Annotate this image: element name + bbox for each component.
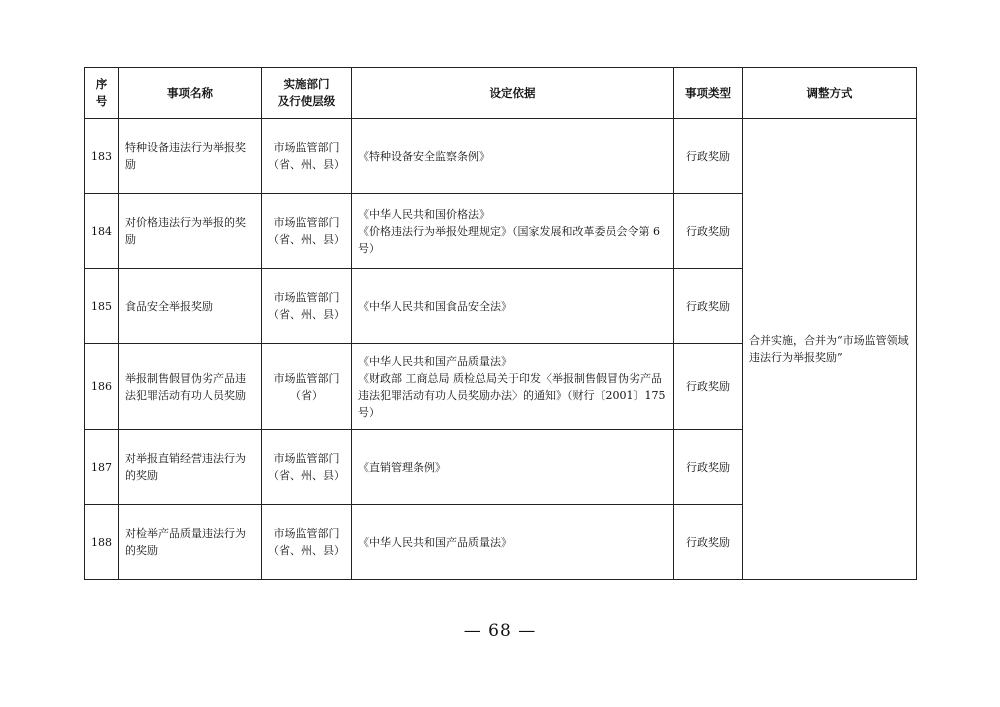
row-type: 行政奖励 xyxy=(674,119,743,194)
row-type: 行政奖励 xyxy=(674,194,743,269)
basis-line: 《中华人民共和国产品质量法》 xyxy=(358,354,512,368)
row-name: 举报制售假冒伪劣产品违法犯罪活动有功人员奖励 xyxy=(119,344,262,430)
row-name: 对举报直销经营违法行为的奖励 xyxy=(119,430,262,505)
header-type: 事项类型 xyxy=(674,68,743,119)
row-name: 食品安全举报奖励 xyxy=(119,269,262,344)
row-no: 183 xyxy=(85,119,119,194)
row-type: 行政奖励 xyxy=(674,505,743,580)
header-no-line2: 号 xyxy=(95,94,108,108)
row-type: 行政奖励 xyxy=(674,344,743,430)
row-dept: 市场监管部门（省、州、县） xyxy=(262,269,352,344)
header-no-line1: 序 xyxy=(95,77,108,91)
row-type: 行政奖励 xyxy=(674,269,743,344)
table-row xyxy=(85,119,917,194)
header-basis: 设定依据 xyxy=(352,68,674,119)
header-dept-line2: 及行使层级 xyxy=(277,94,336,108)
header-no xyxy=(85,68,119,119)
row-basis xyxy=(352,269,674,344)
row-name: 特种设备违法行为举报奖励 xyxy=(119,119,262,194)
row-dept: 市场监管部门（省） xyxy=(262,344,352,430)
page-number: — 68 — xyxy=(463,621,537,641)
row-no: 185 xyxy=(85,269,119,344)
row-dept: 市场监管部门（省、州、县） xyxy=(262,505,352,580)
header-name: 事项名称 xyxy=(119,68,262,119)
basis-line: 《特种设备安全监察条例》 xyxy=(358,149,490,163)
row-no: 186 xyxy=(85,344,119,430)
basis-line: 《中华人民共和国产品质量法》 xyxy=(358,535,512,549)
row-basis xyxy=(352,344,674,430)
row-basis xyxy=(352,430,674,505)
row-no: 187 xyxy=(85,430,119,505)
row-dept: 市场监管部门（省、州、县） xyxy=(262,119,352,194)
basis-line: 《价格违法行为举报处理规定》（国家发展和改革委员会令第 6 号） xyxy=(358,224,660,255)
basis-line: 《中华人民共和国食品安全法》 xyxy=(358,299,512,313)
basis-line: 《中华人民共和国价格法》 xyxy=(358,207,490,221)
merged-method-cell: 合并实施，合并为“市场监管领域违法行为举报奖励” xyxy=(743,119,917,580)
header-method: 调整方式 xyxy=(743,68,917,119)
row-no: 188 xyxy=(85,505,119,580)
row-dept: 市场监管部门（省、州、县） xyxy=(262,430,352,505)
row-name: 对价格违法行为举报的奖励 xyxy=(119,194,262,269)
row-basis xyxy=(352,119,674,194)
row-basis xyxy=(352,505,674,580)
header-dept-line1: 实施部门 xyxy=(283,77,330,91)
basis-line: 《直销管理条例》 xyxy=(358,460,446,474)
item-table xyxy=(84,67,917,580)
header-dept xyxy=(262,68,352,119)
row-type: 行政奖励 xyxy=(674,430,743,505)
row-basis xyxy=(352,194,674,269)
row-name: 对检举产品质量违法行为的奖励 xyxy=(119,505,262,580)
row-no: 184 xyxy=(85,194,119,269)
table-header-row xyxy=(85,68,917,119)
basis-line: 《财政部 工商总局 质检总局关于印发〈举报制售假冒伪劣产品违法犯罪活动有功人员奖励办法〉的通知》（财行〔2001〕175 号） xyxy=(358,371,666,419)
row-dept: 市场监管部门（省、州、县） xyxy=(262,194,352,269)
